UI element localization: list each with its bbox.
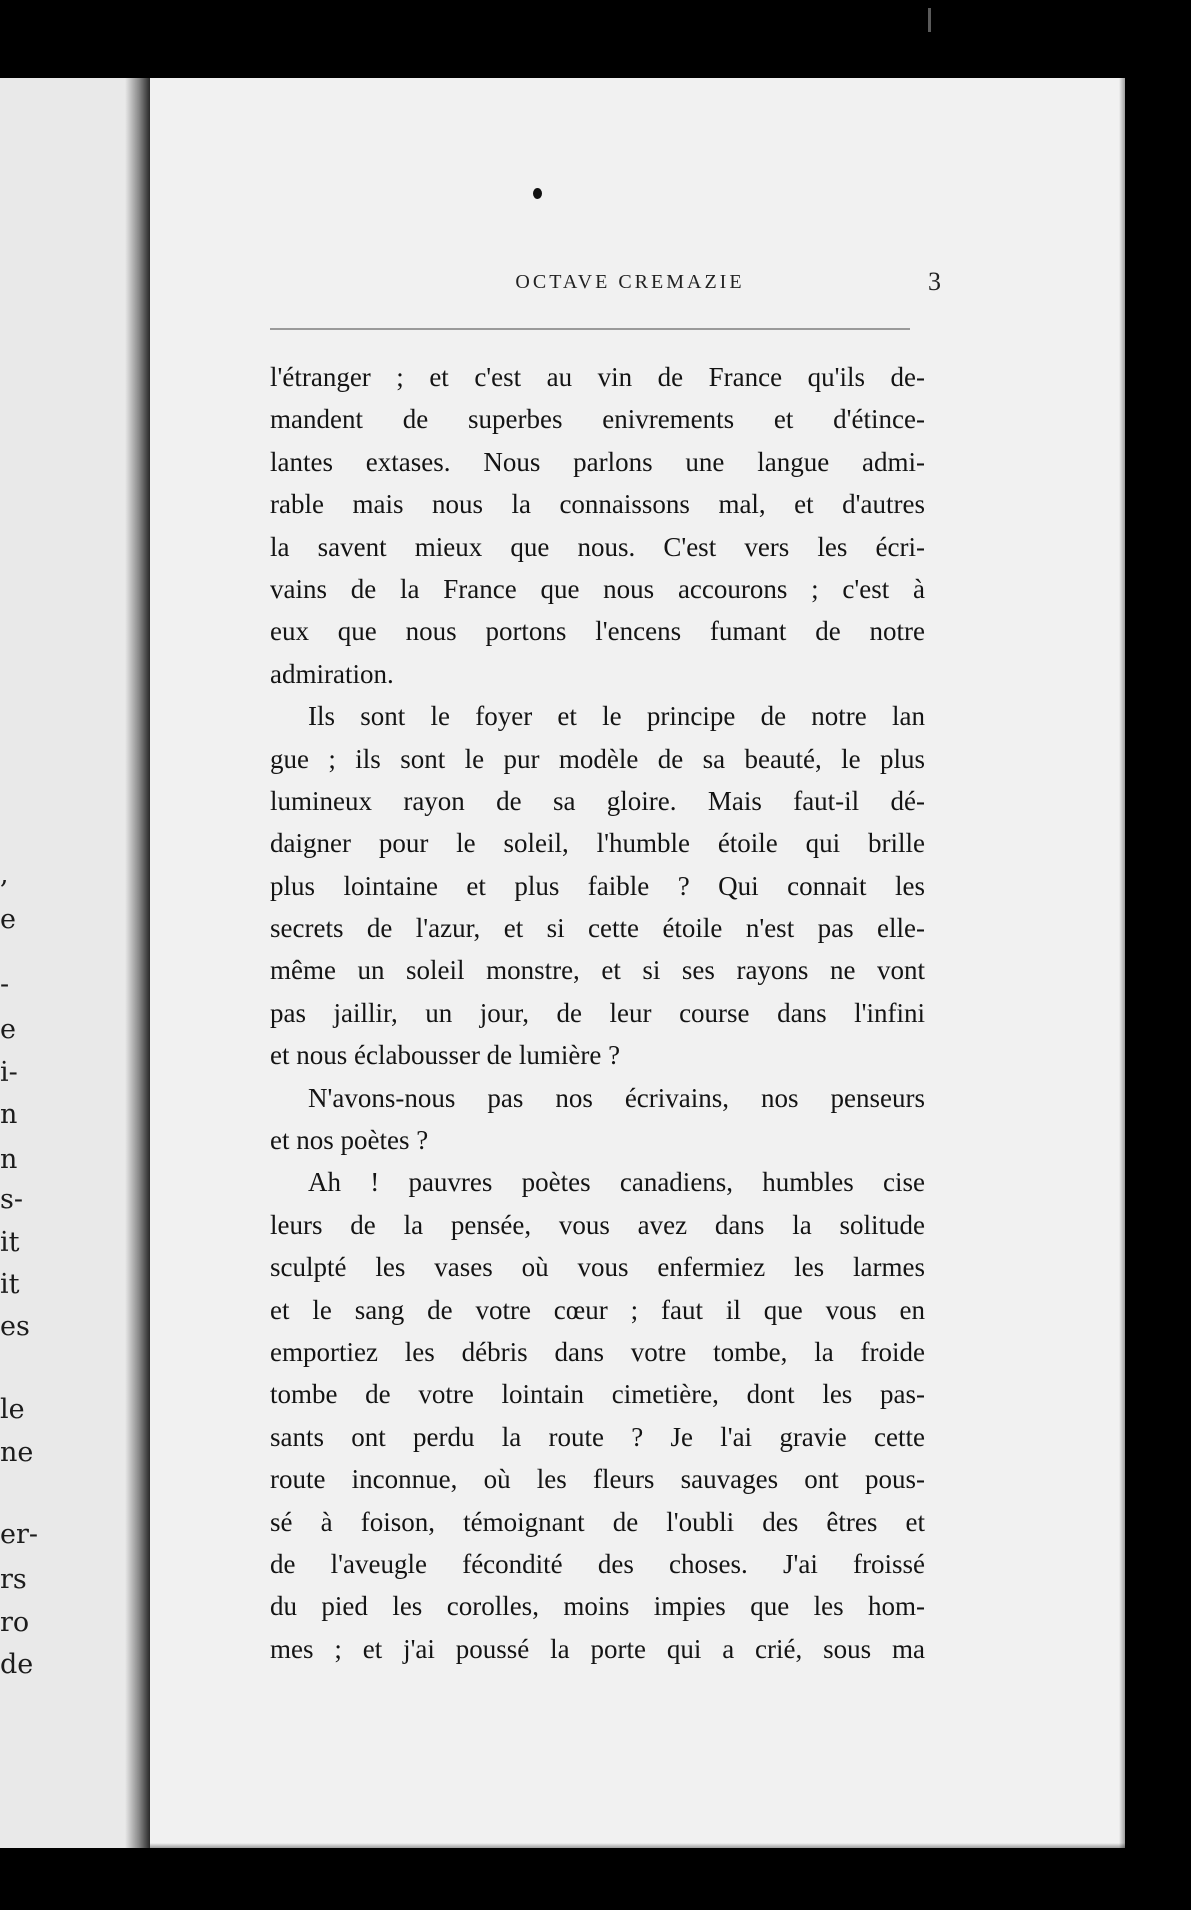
text-line: de l'aveugle fécondité des choses. J'ai froissé: [270, 1548, 925, 1579]
left-page-fragment: e: [0, 1014, 16, 1045]
text-line: admiration.: [270, 658, 394, 689]
scan-edge-mark: [928, 8, 931, 32]
body-text: [270, 356, 925, 1670]
text-line: la savent mieux que nous. C'est vers les écri-: [270, 531, 925, 562]
text-line: et le sang de votre cœur ; faut il que vous en: [270, 1294, 925, 1325]
left-page-fragment: it: [0, 1269, 20, 1300]
text-line: sculpté les vases où vous enfermiez les larmes: [270, 1252, 925, 1283]
page-number: 3: [928, 267, 941, 296]
page-edge-shadow: [1119, 78, 1125, 1848]
running-head: [150, 267, 1125, 301]
text-line: sants ont perdu la route ? Je l'ai gravie cette: [270, 1421, 925, 1452]
text-line: et nos poètes ?: [270, 1125, 429, 1156]
text-line: pas jaillir, un jour, de leur course dans l'infini: [270, 997, 925, 1028]
text-line: route inconnue, où les fleurs sauvages ont pous-: [270, 1464, 925, 1495]
left-page-fragment: er-: [0, 1519, 39, 1550]
text-line: l'étranger ; et c'est au vin de France qu'ils de-: [270, 362, 925, 392]
text-line: vains de la France que nous accourons ; c'est à: [270, 573, 925, 604]
gutter-shadow: [125, 78, 150, 1848]
text-line: lantes extases. Nous parlons une langue admi-: [270, 446, 925, 477]
left-page-fragment: ne: [0, 1437, 34, 1468]
text-line: emportiez les débris dans votre tombe, la froide: [270, 1336, 925, 1367]
text-line: N'avons-nous pas nos écrivains, nos penseurs: [308, 1082, 925, 1113]
text-line: plus lointaine et plus faible ? Qui connait les: [270, 870, 925, 901]
left-page-fragment: de: [0, 1649, 34, 1680]
book-page: [150, 78, 1125, 1848]
text-line: mes ; et j'ai poussé la porte qui a crié, sous ma: [270, 1633, 925, 1664]
left-page-edge: [0, 78, 150, 1848]
text-line: secrets de l'azur, et si cette étoile n'est pas elle-: [270, 913, 925, 944]
page-bottom-shadow: [150, 1843, 1125, 1848]
text-line: leurs de la pensée, vous avez dans la solitude: [270, 1209, 925, 1240]
text-line: même un soleil monstre, et si ses rayons ne vont: [270, 955, 925, 986]
text-line: eux que nous portons l'encens fumant de notre: [270, 616, 925, 647]
left-page-fragment: -: [0, 969, 10, 1000]
header-rule: [270, 328, 910, 330]
left-page-fragment: it: [0, 1227, 20, 1258]
left-page-fragment: i-: [0, 1057, 18, 1088]
left-page-fragment: le: [0, 1394, 25, 1425]
left-page-fragment: ,: [0, 859, 9, 890]
left-page-fragment: es: [0, 1311, 30, 1342]
left-page-fragment: e: [0, 904, 16, 935]
left-page-fragment: s-: [0, 1184, 23, 1215]
text-line: sé à foison, témoignant de l'oubli des êtres et: [270, 1506, 925, 1537]
left-page-fragment: rs: [0, 1564, 27, 1595]
text-line: Ils sont le foyer et le principe de notre lan: [308, 701, 925, 732]
text-line: mandent de superbes enivrements et d'étince-: [270, 404, 925, 435]
left-page-fragment: n: [0, 1099, 18, 1130]
ink-dot: [533, 188, 542, 199]
text-line: lumineux rayon de sa gloire. Mais faut-il dé-: [270, 785, 925, 816]
text-line: daigner pour le soleil, l'humble étoile qui brille: [270, 828, 925, 859]
text-line: et nous éclabousser de lumière ?: [270, 1040, 621, 1071]
left-page-fragment: n: [0, 1144, 18, 1175]
text-line: rable mais nous la connaissons mal, et d'autres: [270, 489, 925, 520]
text-line: gue ; ils sont le pur modèle de sa beauté, le plus: [270, 743, 925, 774]
left-page-fragment: ro: [0, 1607, 30, 1638]
running-head-title: OCTAVE CREMAZIE: [515, 271, 745, 293]
text-line: tombe de votre lointain cimetière, dont les pas-: [270, 1379, 925, 1410]
text-line: Ah ! pauvres poètes canadiens, humbles cise: [308, 1167, 925, 1198]
text-line: du pied les corolles, moins impies que les hom-: [270, 1591, 925, 1622]
